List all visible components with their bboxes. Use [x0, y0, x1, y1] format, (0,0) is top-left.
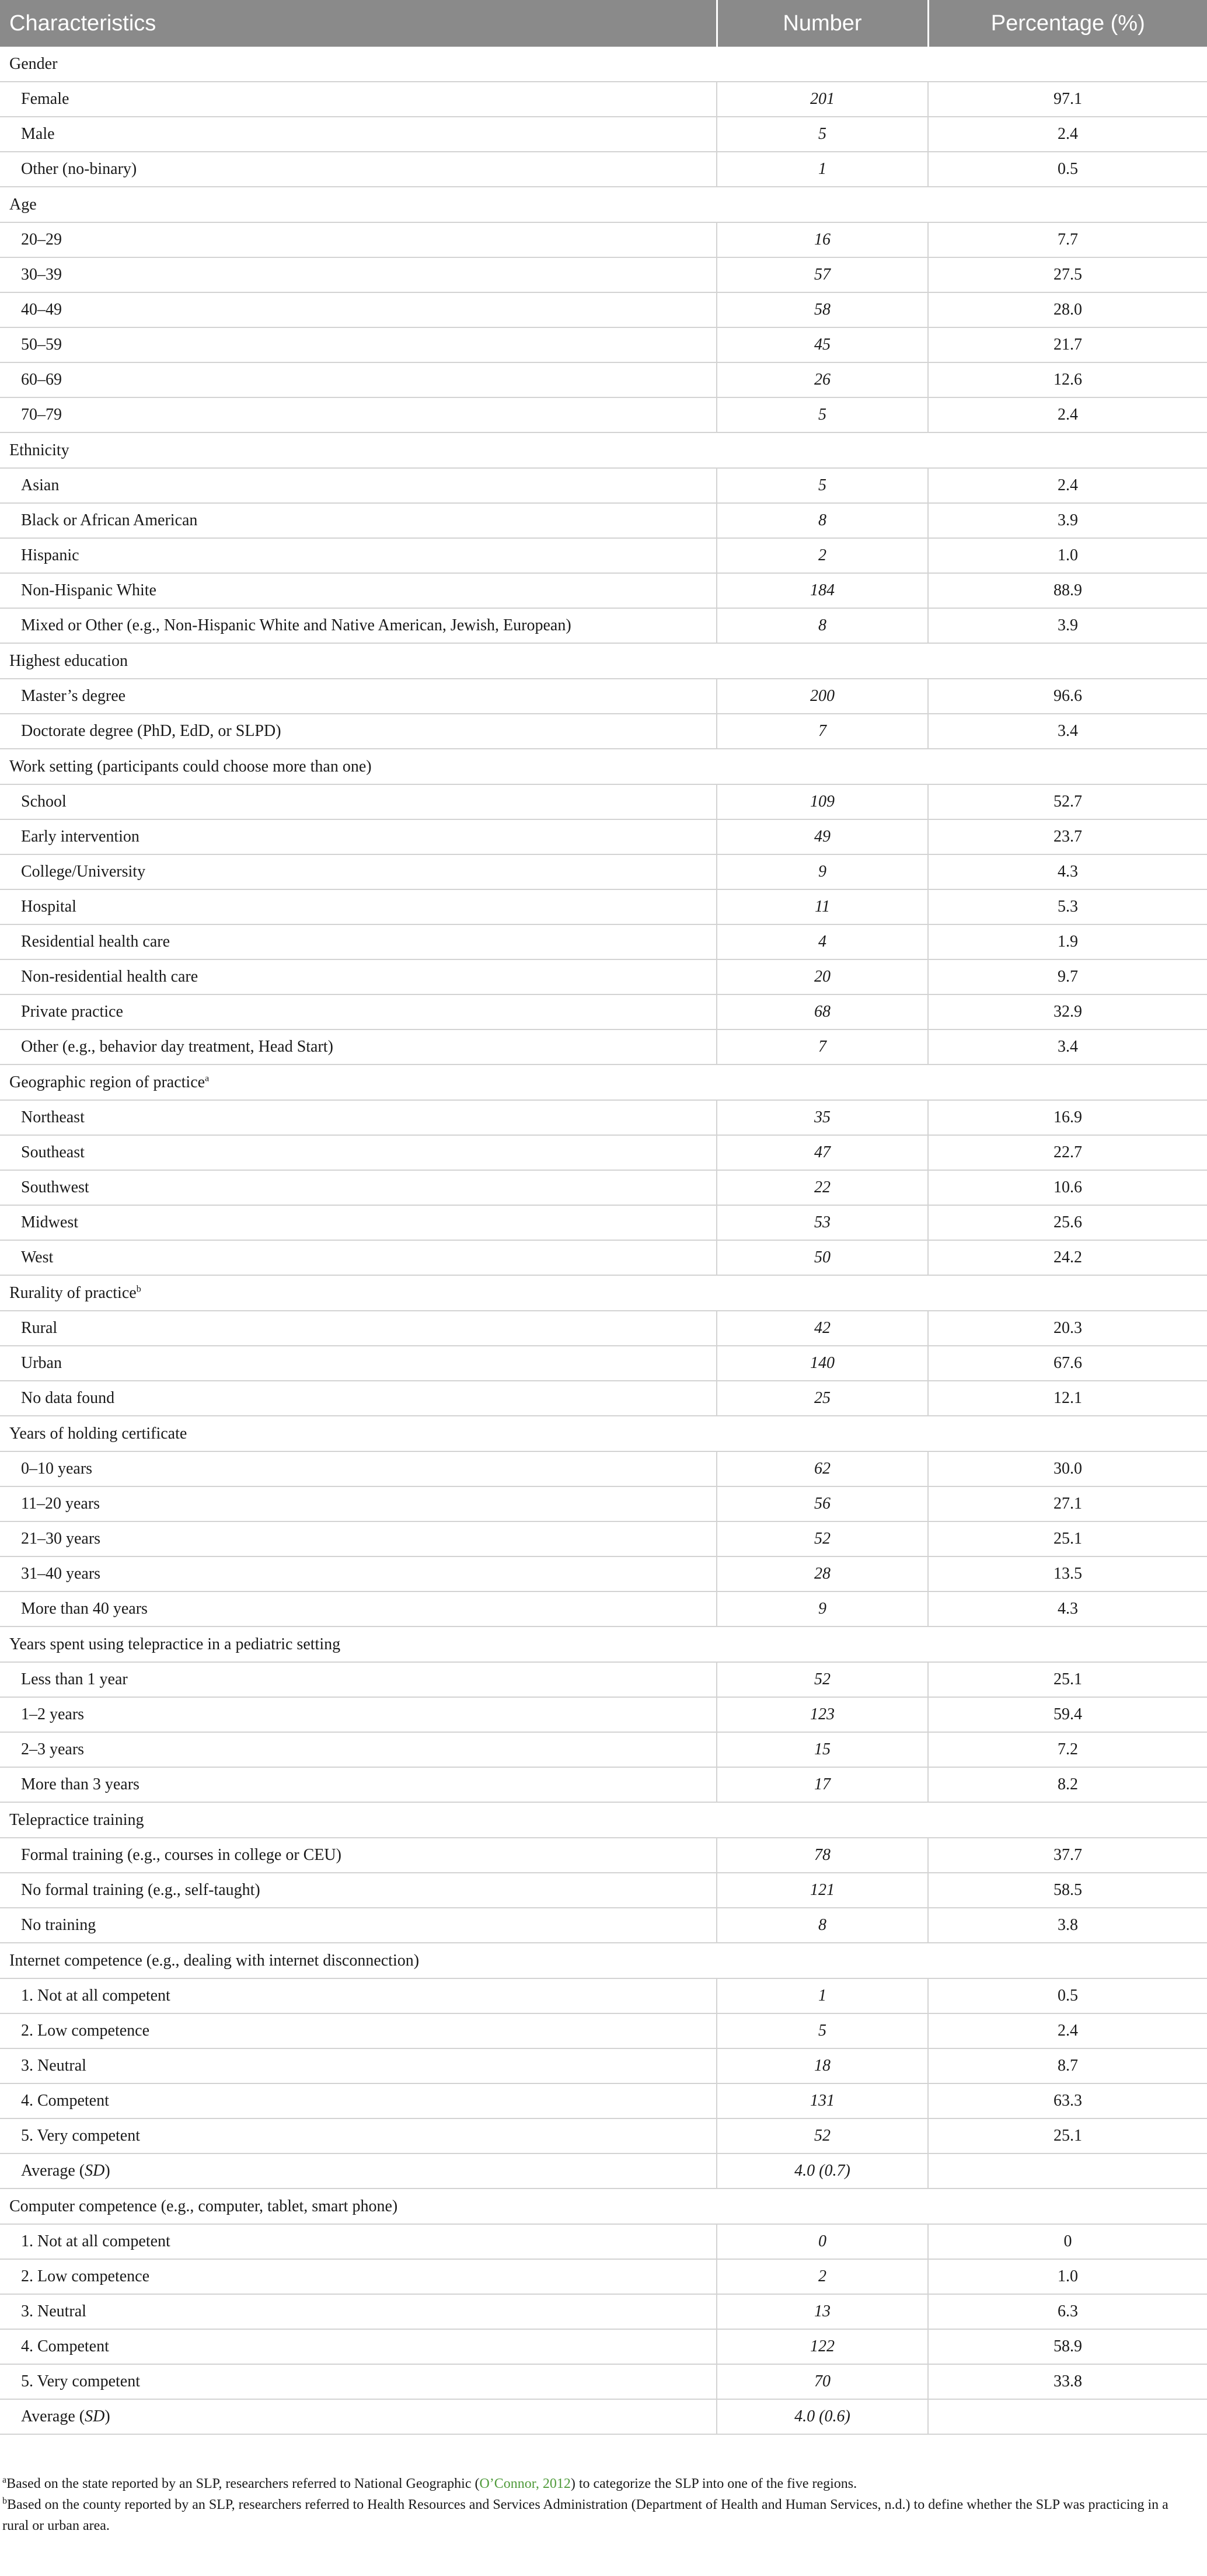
row-label: 4. Competent — [0, 2083, 717, 2118]
table-row — [0, 1170, 1207, 1205]
row-label: Early intervention — [0, 819, 717, 854]
row-percentage: 96.6 — [928, 679, 1207, 714]
row-label: No data found — [0, 1381, 717, 1416]
row-number: 8 — [717, 1908, 928, 1943]
row-number: 4.0 (0.7) — [717, 2153, 928, 2188]
category-label — [0, 1626, 1207, 1662]
row-percentage: 4.3 — [928, 1591, 1207, 1626]
row-label: Rural — [0, 1311, 717, 1346]
row-percentage: 2.4 — [928, 397, 1207, 432]
row-label: Southeast — [0, 1135, 717, 1170]
row-number: 0 — [717, 2224, 928, 2259]
row-percentage — [928, 2399, 1207, 2434]
row-percentage: 52.7 — [928, 784, 1207, 819]
row-percentage: 58.5 — [928, 1873, 1207, 1908]
header-number: Number — [717, 0, 928, 47]
row-percentage: 33.8 — [928, 2364, 1207, 2399]
category-row — [0, 1064, 1207, 1100]
table-row — [0, 1311, 1207, 1346]
category-label-text: Highest education — [9, 651, 128, 670]
table-row — [0, 1100, 1207, 1135]
category-label — [0, 1802, 1207, 1838]
row-label: 11–20 years — [0, 1486, 717, 1521]
row-number: 58 — [717, 292, 928, 327]
row-label: 4. Competent — [0, 2329, 717, 2364]
row-number: 200 — [717, 679, 928, 714]
row-percentage: 0.5 — [928, 152, 1207, 187]
table-row — [0, 362, 1207, 397]
row-percentage: 2.4 — [928, 2013, 1207, 2048]
row-label: Non-Hispanic White — [0, 573, 717, 608]
row-percentage: 13.5 — [928, 1556, 1207, 1591]
category-row — [0, 749, 1207, 784]
row-label-end: ) — [104, 2162, 110, 2180]
category-label — [0, 1943, 1207, 1978]
table-row — [0, 2329, 1207, 2364]
category-label-text: Telepractice training — [9, 1810, 144, 1829]
row-number: 28 — [717, 1556, 928, 1591]
row-percentage: 8.2 — [928, 1767, 1207, 1802]
table-row — [0, 327, 1207, 362]
row-percentage: 28.0 — [928, 292, 1207, 327]
row-number: 57 — [717, 257, 928, 292]
row-label-text: Average ( — [21, 2407, 85, 2425]
row-label: Hospital — [0, 889, 717, 924]
row-number: 8 — [717, 608, 928, 643]
row-percentage: 1.0 — [928, 2259, 1207, 2294]
table-row — [0, 1346, 1207, 1381]
row-label: 2. Low competence — [0, 2259, 717, 2294]
table-row — [0, 1662, 1207, 1697]
table-row — [0, 1591, 1207, 1626]
row-number: 4 — [717, 924, 928, 959]
row-number: 13 — [717, 2294, 928, 2329]
row-label — [0, 2153, 717, 2188]
row-label: Less than 1 year — [0, 1662, 717, 1697]
table-row — [0, 1732, 1207, 1767]
row-percentage: 10.6 — [928, 1170, 1207, 1205]
row-label: 2–3 years — [0, 1732, 717, 1767]
category-label-text: Age — [9, 195, 37, 214]
row-percentage: 22.7 — [928, 1135, 1207, 1170]
table-row — [0, 2048, 1207, 2083]
table-footnotes — [0, 2473, 1193, 2536]
category-label — [0, 187, 1207, 222]
category-label-text: Rurality of practice — [9, 1283, 137, 1302]
category-label — [0, 2188, 1207, 2224]
table-row — [0, 1240, 1207, 1275]
row-percentage: 21.7 — [928, 327, 1207, 362]
row-percentage: 1.9 — [928, 924, 1207, 959]
category-label — [0, 1275, 1207, 1311]
row-number: 47 — [717, 1135, 928, 1170]
row-percentage: 25.1 — [928, 2118, 1207, 2153]
row-number: 52 — [717, 1521, 928, 1556]
table-row — [0, 2364, 1207, 2399]
category-row — [0, 2188, 1207, 2224]
row-percentage: 12.1 — [928, 1381, 1207, 1416]
footnote-a — [2, 2473, 1193, 2494]
row-percentage: 2.4 — [928, 468, 1207, 503]
table-row — [0, 2118, 1207, 2153]
row-number: 109 — [717, 784, 928, 819]
row-label: Black or African American — [0, 503, 717, 538]
row-number: 53 — [717, 1205, 928, 1240]
category-row — [0, 1802, 1207, 1838]
row-label: 21–30 years — [0, 1521, 717, 1556]
row-number: 22 — [717, 1170, 928, 1205]
table-row — [0, 573, 1207, 608]
table-row — [0, 1697, 1207, 1732]
row-number: 5 — [717, 397, 928, 432]
row-label: Northeast — [0, 1100, 717, 1135]
row-label: Male — [0, 117, 717, 152]
table-row — [0, 2294, 1207, 2329]
row-number: 17 — [717, 1767, 928, 1802]
category-label-text: Internet competence (e.g., dealing with internet disconnection) — [9, 1951, 420, 1970]
table-row — [0, 1556, 1207, 1591]
row-percentage: 7.2 — [928, 1732, 1207, 1767]
row-label: 30–39 — [0, 257, 717, 292]
table-row — [0, 1767, 1207, 1802]
row-label: Non-residential health care — [0, 959, 717, 994]
row-percentage: 97.1 — [928, 82, 1207, 117]
row-number: 62 — [717, 1451, 928, 1486]
row-label: 3. Neutral — [0, 2048, 717, 2083]
row-label: 1. Not at all competent — [0, 2224, 717, 2259]
row-number: 2 — [717, 538, 928, 573]
row-number: 25 — [717, 1381, 928, 1416]
row-label: 2. Low competence — [0, 2013, 717, 2048]
row-number: 7 — [717, 1029, 928, 1064]
row-percentage: 20.3 — [928, 1311, 1207, 1346]
row-number: 2 — [717, 2259, 928, 2294]
row-percentage — [928, 2153, 1207, 2188]
row-percentage: 5.3 — [928, 889, 1207, 924]
row-percentage: 25.6 — [928, 1205, 1207, 1240]
footnote-b-marker: b — [2, 2496, 7, 2506]
row-label-end: ) — [104, 2407, 110, 2425]
row-label: Private practice — [0, 994, 717, 1029]
row-number: 68 — [717, 994, 928, 1029]
row-label-italic: SD — [85, 2407, 105, 2425]
row-label: No formal training (e.g., self-taught) — [0, 1873, 717, 1908]
row-percentage: 3.9 — [928, 608, 1207, 643]
footnote-a-marker: a — [2, 2475, 7, 2485]
category-label — [0, 1416, 1207, 1451]
row-percentage: 58.9 — [928, 2329, 1207, 2364]
row-label: Residential health care — [0, 924, 717, 959]
header-percentage: Percentage (%) — [928, 0, 1207, 47]
table-row — [0, 1873, 1207, 1908]
row-label: Female — [0, 82, 717, 117]
row-label: Other (e.g., behavior day treatment, Head Start) — [0, 1029, 717, 1064]
category-row — [0, 1275, 1207, 1311]
row-label: 5. Very competent — [0, 2364, 717, 2399]
row-label-italic: SD — [85, 2162, 105, 2180]
category-label-text: Gender — [9, 54, 58, 73]
row-number: 20 — [717, 959, 928, 994]
row-percentage: 9.7 — [928, 959, 1207, 994]
table-row — [0, 2013, 1207, 2048]
category-label-text: Years of holding certificate — [9, 1424, 187, 1443]
row-number: 5 — [717, 2013, 928, 2048]
row-percentage: 3.8 — [928, 1908, 1207, 1943]
table-row — [0, 1521, 1207, 1556]
table-row — [0, 1978, 1207, 2013]
row-label: More than 3 years — [0, 1767, 717, 1802]
row-percentage: 63.3 — [928, 2083, 1207, 2118]
row-percentage: 0.5 — [928, 1978, 1207, 2013]
row-percentage: 27.5 — [928, 257, 1207, 292]
row-label: 70–79 — [0, 397, 717, 432]
table-row — [0, 1135, 1207, 1170]
category-label — [0, 749, 1207, 784]
table-row — [0, 1029, 1207, 1064]
row-number: 1 — [717, 152, 928, 187]
table-body — [0, 47, 1207, 2434]
category-label — [0, 47, 1207, 82]
category-label-text: Work setting (participants could choose more than one) — [9, 757, 372, 776]
row-label: College/University — [0, 854, 717, 889]
row-number: 9 — [717, 854, 928, 889]
category-row — [0, 1943, 1207, 1978]
row-number: 121 — [717, 1873, 928, 1908]
row-number: 1 — [717, 1978, 928, 2013]
footnote-a-text-before: Based on the state reported by an SLP, researchers referred to National Geographic ( — [6, 2476, 480, 2491]
table-row — [0, 1451, 1207, 1486]
footnote-marker: b — [136, 1284, 141, 1294]
table-row — [0, 714, 1207, 749]
row-number: 35 — [717, 1100, 928, 1135]
row-label: 1. Not at all competent — [0, 1978, 717, 2013]
row-number: 122 — [717, 2329, 928, 2364]
average-row — [0, 2399, 1207, 2434]
row-percentage: 32.9 — [928, 994, 1207, 1029]
row-number: 7 — [717, 714, 928, 749]
table-row — [0, 994, 1207, 1029]
row-number: 50 — [717, 1240, 928, 1275]
row-percentage: 25.1 — [928, 1662, 1207, 1697]
row-label: No training — [0, 1908, 717, 1943]
row-label: 1–2 years — [0, 1697, 717, 1732]
table-row — [0, 117, 1207, 152]
table-row — [0, 1381, 1207, 1416]
row-percentage: 3.9 — [928, 503, 1207, 538]
row-number: 56 — [717, 1486, 928, 1521]
table-row — [0, 1908, 1207, 1943]
row-number: 42 — [717, 1311, 928, 1346]
row-percentage: 3.4 — [928, 714, 1207, 749]
row-label: Other (no-binary) — [0, 152, 717, 187]
table-row — [0, 2083, 1207, 2118]
row-number: 8 — [717, 503, 928, 538]
row-percentage: 1.0 — [928, 538, 1207, 573]
row-number: 15 — [717, 1732, 928, 1767]
row-label: Urban — [0, 1346, 717, 1381]
row-percentage: 37.7 — [928, 1838, 1207, 1873]
row-label: More than 40 years — [0, 1591, 717, 1626]
row-label: 60–69 — [0, 362, 717, 397]
category-label-text: Years spent using telepractice in a pediatric setting — [9, 1635, 341, 1653]
row-percentage: 2.4 — [928, 117, 1207, 152]
row-label: 20–29 — [0, 222, 717, 257]
footnote-marker: a — [205, 1073, 210, 1084]
category-label — [0, 643, 1207, 679]
row-label: 0–10 years — [0, 1451, 717, 1486]
row-label: Master’s degree — [0, 679, 717, 714]
table-row — [0, 152, 1207, 187]
table-row — [0, 924, 1207, 959]
table-row — [0, 819, 1207, 854]
row-percentage: 16.9 — [928, 1100, 1207, 1135]
table-row — [0, 1838, 1207, 1873]
row-number: 52 — [717, 1662, 928, 1697]
row-number: 131 — [717, 2083, 928, 2118]
row-percentage: 7.7 — [928, 222, 1207, 257]
row-label — [0, 2399, 717, 2434]
row-number: 52 — [717, 2118, 928, 2153]
category-row — [0, 432, 1207, 468]
table-row — [0, 503, 1207, 538]
footnote-b-text: Based on the county reported by an SLP, researchers referred to Health Resources and Services Administration (Department of Health and Human Services, n.d.) to define whether the SLP was practicing in a rural or urban area. — [2, 2497, 1168, 2533]
row-number: 49 — [717, 819, 928, 854]
row-number: 26 — [717, 362, 928, 397]
row-number: 70 — [717, 2364, 928, 2399]
table-row — [0, 679, 1207, 714]
category-row — [0, 1416, 1207, 1451]
table-row — [0, 2224, 1207, 2259]
category-row — [0, 47, 1207, 82]
row-percentage: 27.1 — [928, 1486, 1207, 1521]
row-label: 3. Neutral — [0, 2294, 717, 2329]
row-label: Formal training (e.g., courses in college or CEU) — [0, 1838, 717, 1873]
category-row — [0, 1626, 1207, 1662]
row-number: 9 — [717, 1591, 928, 1626]
row-percentage: 0 — [928, 2224, 1207, 2259]
table-row — [0, 784, 1207, 819]
row-label: Asian — [0, 468, 717, 503]
row-label: Southwest — [0, 1170, 717, 1205]
category-row — [0, 643, 1207, 679]
row-label: 40–49 — [0, 292, 717, 327]
row-number: 45 — [717, 327, 928, 362]
table-row — [0, 854, 1207, 889]
row-number: 11 — [717, 889, 928, 924]
category-label — [0, 1064, 1207, 1100]
table-row — [0, 257, 1207, 292]
row-label: Mixed or Other (e.g., Non-Hispanic White and Native American, Jewish, European) — [0, 608, 717, 643]
row-number: 201 — [717, 82, 928, 117]
row-number: 5 — [717, 468, 928, 503]
footnote-a-text-after: ) to categorize the SLP into one of the five regions. — [570, 2476, 857, 2491]
row-number: 123 — [717, 1697, 928, 1732]
row-percentage: 23.7 — [928, 819, 1207, 854]
table-row — [0, 1205, 1207, 1240]
footnote-a-citation-link[interactable]: O’Connor, 2012 — [479, 2476, 571, 2491]
footnote-b — [2, 2494, 1193, 2536]
row-percentage: 88.9 — [928, 573, 1207, 608]
row-percentage: 25.1 — [928, 1521, 1207, 1556]
category-label-text: Computer competence (e.g., computer, tablet, smart phone) — [9, 2197, 398, 2215]
category-row — [0, 187, 1207, 222]
row-percentage: 4.3 — [928, 854, 1207, 889]
row-number: 18 — [717, 2048, 928, 2083]
row-label: Hispanic — [0, 538, 717, 573]
row-label: Midwest — [0, 1205, 717, 1240]
row-label: School — [0, 784, 717, 819]
table-row — [0, 608, 1207, 643]
table-row — [0, 959, 1207, 994]
row-label: Doctorate degree (PhD, EdD, or SLPD) — [0, 714, 717, 749]
category-label-text: Ethnicity — [9, 441, 69, 459]
average-row — [0, 2153, 1207, 2188]
table-row — [0, 2259, 1207, 2294]
header-row — [0, 0, 1207, 47]
table-row — [0, 538, 1207, 573]
row-percentage: 8.7 — [928, 2048, 1207, 2083]
row-percentage: 24.2 — [928, 1240, 1207, 1275]
row-number: 140 — [717, 1346, 928, 1381]
category-label — [0, 432, 1207, 468]
row-percentage: 30.0 — [928, 1451, 1207, 1486]
row-percentage: 12.6 — [928, 362, 1207, 397]
row-label: 50–59 — [0, 327, 717, 362]
category-label-text: Geographic region of practice — [9, 1073, 205, 1091]
row-label-text: Average ( — [21, 2162, 85, 2180]
table-row — [0, 222, 1207, 257]
row-number: 78 — [717, 1838, 928, 1873]
row-number: 4.0 (0.6) — [717, 2399, 928, 2434]
row-percentage: 67.6 — [928, 1346, 1207, 1381]
row-percentage: 6.3 — [928, 2294, 1207, 2329]
row-percentage: 59.4 — [928, 1697, 1207, 1732]
table-row — [0, 889, 1207, 924]
row-number: 5 — [717, 117, 928, 152]
table-row — [0, 397, 1207, 432]
row-label: 5. Very competent — [0, 2118, 717, 2153]
row-percentage: 3.4 — [928, 1029, 1207, 1064]
table-row — [0, 1486, 1207, 1521]
table-header — [0, 0, 1207, 47]
table-row — [0, 82, 1207, 117]
table-row — [0, 468, 1207, 503]
row-number: 184 — [717, 573, 928, 608]
row-label: 31–40 years — [0, 1556, 717, 1591]
row-label: West — [0, 1240, 717, 1275]
table-row — [0, 292, 1207, 327]
row-number: 16 — [717, 222, 928, 257]
header-characteristics: Characteristics — [0, 0, 717, 47]
